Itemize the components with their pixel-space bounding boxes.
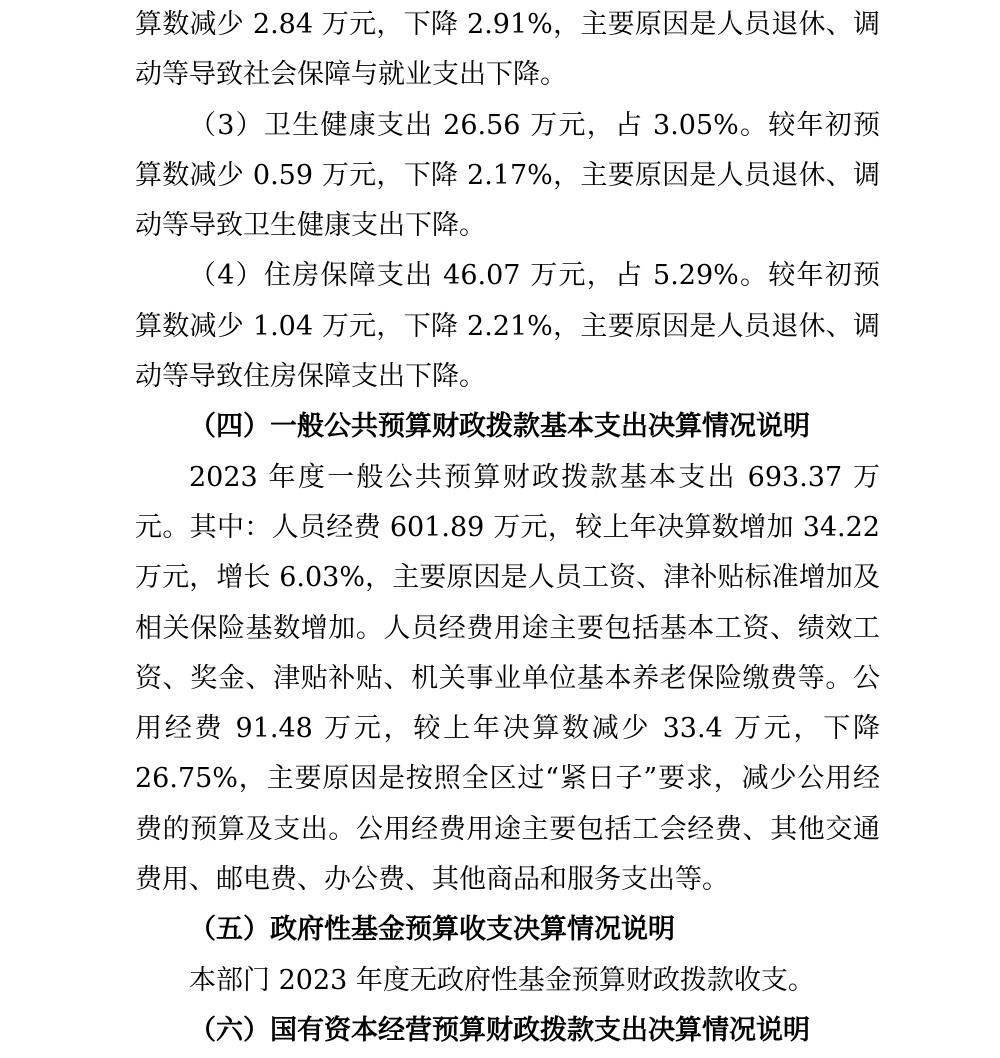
document-page (135, 0, 880, 1056)
paragraph-government-fund: 本部门 2023 年度无政府性基金预算财政拨款收支。 (189, 964, 815, 996)
section-heading-basic-expenditure: （四）一般公共预算财政拨款基本支出决算情况说明 (189, 411, 810, 443)
paragraph-basic-expenditure: 2023 年度一般公共预算财政拨款基本支出 693.37 万元。其中：人员经费 601.89 万元，较上年决算数增加 34.22 万元，增长 6.03%，主要原因是人员工资、津补贴标准增加及相关保险基数增加。人员经费用途主要包括基本工资、绩效工资、奖金、津贴补贴、机关事业单位基本养老保险缴费等。公用经费 91.48 万元，较上年决算数减少 33.4 万元，下降 26.75%，主要原因是按照全区过“紧日子”要求，减少公用经费的预算及支出。公用经费用途主要包括工会经费、其他交通费用、邮电费、办公费、其他商品和服务支出等。 (135, 461, 880, 896)
paragraph-health-expenditure: （3）卫生健康支出 26.56 万元，占 3.05%。较年初预算数减少 0.59 万元，下降 2.17%，主要原因是人员退休、调动等导致卫生健康支出下降。 (135, 109, 880, 242)
section-heading-government-fund: （五）政府性基金预算收支决算情况说明 (189, 914, 675, 946)
paragraph-social-security-continuation: 算数减少 2.84 万元，下降 2.91%，主要原因是人员退休、调动等导致社会保障与就业支出下降。 (135, 9, 880, 91)
section-heading-state-capital: （六）国有资本经营预算财政拨款支出决算情况说明 (189, 1014, 810, 1046)
paragraph-housing-expenditure: （4）住房保障支出 46.07 万元，占 5.29%。较年初预算数减少 1.04 万元，下降 2.21%，主要原因是人员退休、调动等导致住房保障支出下降。 (135, 260, 880, 393)
